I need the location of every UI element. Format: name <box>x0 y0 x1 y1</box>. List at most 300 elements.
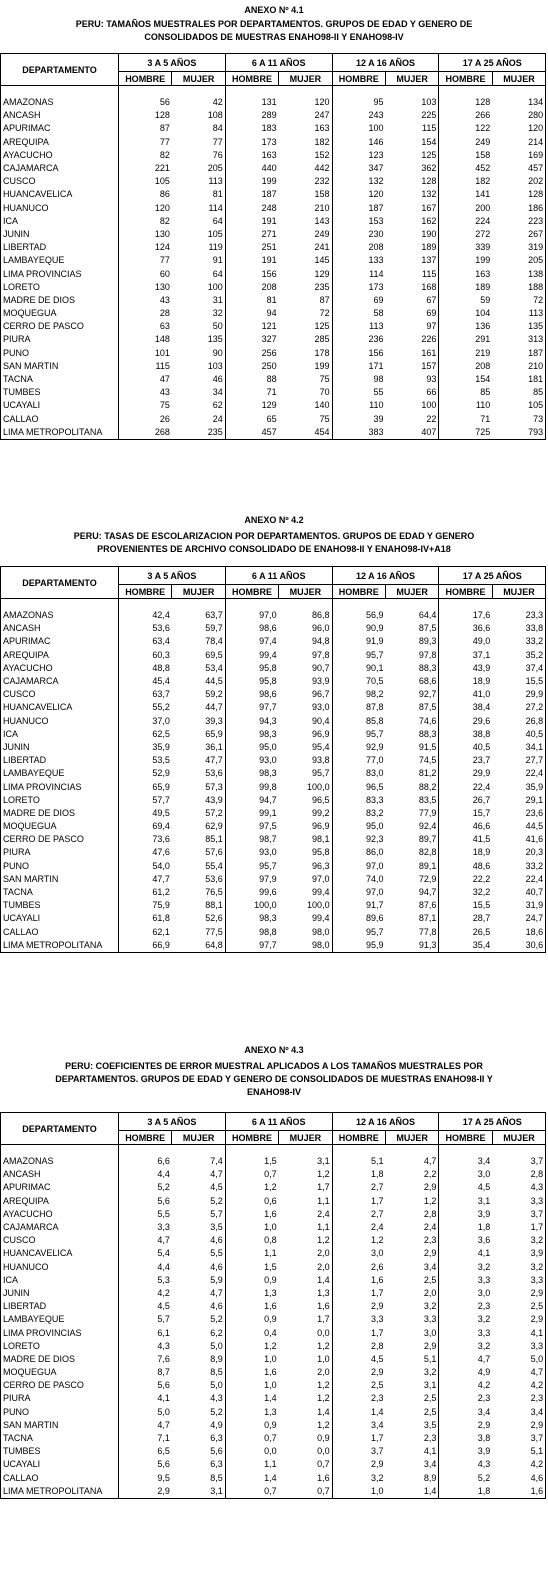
value-cell: 64 <box>172 215 225 228</box>
column-header-departamento: DEPARTAMENTO <box>1 1113 119 1145</box>
value-cell: 31 <box>172 294 225 307</box>
table-row <box>1 649 546 662</box>
table-row <box>1 1485 546 1499</box>
department-cell: LORETO <box>1 794 119 807</box>
value-cell: 186 <box>492 202 545 215</box>
value-cell: 2,3 <box>492 1392 545 1405</box>
value-cell: 8,9 <box>172 1353 225 1366</box>
column-header-mujer: MUJER <box>279 585 332 599</box>
value-cell: 130 <box>154 281 170 292</box>
value-cell: 120 <box>154 202 170 213</box>
value-cell: 77,0 <box>365 755 384 766</box>
value-cell: 5,5 <box>172 1247 225 1260</box>
value-cell: 280 <box>492 109 545 122</box>
value-cell: 2,5 <box>492 1300 545 1313</box>
spacer-cell <box>492 86 545 97</box>
table-row <box>1 1234 546 1247</box>
value-cell: 2,7 <box>370 1182 384 1193</box>
value-cell: 108 <box>172 109 225 122</box>
value-cell: 47,6 <box>152 847 170 858</box>
value-cell: 1,8 <box>439 1485 492 1499</box>
value-cell: 8,5 <box>172 1366 225 1379</box>
column-header-departamento: DEPARTAMENTO <box>1 567 119 599</box>
department-cell: ANCASH <box>1 109 119 122</box>
value-cell: 76,5 <box>172 886 225 899</box>
value-cell: 1,0 <box>264 1222 277 1233</box>
spacer-cell <box>1 599 119 610</box>
value-cell: 95,4 <box>279 741 332 754</box>
value-cell: 1,6 <box>279 1300 332 1313</box>
spacer-cell <box>439 599 492 610</box>
value-cell: 1,4 <box>385 1485 438 1499</box>
value-cell: 5,1 <box>385 1353 438 1366</box>
column-header-mujer: MUJER <box>385 1131 438 1145</box>
value-cell: 98,1 <box>279 833 332 846</box>
value-cell: 125 <box>385 149 438 162</box>
value-cell: 64,8 <box>172 939 225 953</box>
spacer-cell <box>225 599 278 610</box>
value-cell: 90,1 <box>365 662 384 673</box>
value-cell: 249 <box>279 228 332 241</box>
column-header-mujer: MUJER <box>279 1131 332 1145</box>
value-cell: 90,7 <box>279 662 332 675</box>
value-cell: 53,4 <box>172 662 225 675</box>
value-cell: 85 <box>480 387 491 398</box>
value-cell: 251 <box>261 242 277 253</box>
value-cell: 32,2 <box>472 887 491 898</box>
value-cell: 2,0 <box>279 1366 332 1379</box>
value-cell: 226 <box>385 333 438 346</box>
value-cell: 793 <box>492 426 545 440</box>
value-cell: 5,2 <box>157 1182 170 1193</box>
value-cell: 35,9 <box>492 780 545 793</box>
value-cell: 99,4 <box>259 649 277 660</box>
value-cell: 131 <box>261 97 277 108</box>
value-cell: 63,7 <box>152 689 170 700</box>
table-row <box>1 122 546 135</box>
value-cell: 0,0 <box>279 1326 332 1339</box>
value-cell: 8,7 <box>157 1367 170 1378</box>
value-cell: 34 <box>172 386 225 399</box>
value-cell: 43,9 <box>172 794 225 807</box>
value-cell: 113 <box>369 321 384 332</box>
table-row <box>1 426 546 440</box>
value-cell: 5,1 <box>370 1156 384 1167</box>
value-cell: 97,5 <box>259 821 277 832</box>
value-cell: 95,7 <box>365 926 384 937</box>
value-cell: 223 <box>492 215 545 228</box>
value-cell: 163 <box>475 268 491 279</box>
value-cell: 76 <box>172 149 225 162</box>
value-cell: 96,3 <box>279 860 332 873</box>
spacer-cell <box>279 86 332 97</box>
value-cell: 33,8 <box>492 622 545 635</box>
value-cell: 70 <box>279 386 332 399</box>
department-cell: PUNO <box>1 347 119 360</box>
department-cell: MADRE DE DIOS <box>1 1353 119 1366</box>
spacer-cell <box>225 86 278 97</box>
column-header-mujer: MUJER <box>492 72 545 86</box>
department-cell: APURIMAC <box>1 1181 119 1194</box>
value-cell: 4,2 <box>492 1458 545 1471</box>
table-caption <box>0 530 548 556</box>
value-cell: 2,8 <box>385 1208 438 1221</box>
value-cell: 4,6 <box>172 1300 225 1313</box>
value-cell: 3,7 <box>492 1208 545 1221</box>
value-cell: 73,6 <box>152 834 170 845</box>
value-cell: 39 <box>373 413 384 424</box>
value-cell: 92,9 <box>365 741 384 752</box>
value-cell: 1,4 <box>370 1406 384 1417</box>
value-cell: 124 <box>154 242 170 253</box>
department-cell: TUMBES <box>1 1445 119 1458</box>
value-cell: 4,7 <box>157 1235 170 1246</box>
value-cell: 132 <box>368 176 384 187</box>
value-cell: 97,0 <box>279 873 332 886</box>
value-cell: 91,9 <box>365 636 384 647</box>
value-cell: 4,1 <box>477 1248 491 1259</box>
department-cell: MOQUEGUA <box>1 307 119 320</box>
table-row <box>1 820 546 833</box>
value-cell: 57,2 <box>172 807 225 820</box>
table-row <box>1 1366 546 1379</box>
value-cell: 289 <box>261 110 277 121</box>
value-cell: 3,9 <box>477 1208 491 1219</box>
value-cell: 33,2 <box>492 635 545 648</box>
table-row <box>1 926 546 939</box>
department-cell: AMAZONAS <box>1 96 119 109</box>
value-cell: 1,7 <box>492 1221 545 1234</box>
department-cell: LIMA PROVINCIAS <box>1 1326 119 1339</box>
table-row <box>1 175 546 188</box>
value-cell: 81 <box>172 188 225 201</box>
value-cell: 77 <box>159 136 170 147</box>
department-cell: LIMA METROPOLITANA <box>1 939 119 953</box>
department-cell: ICA <box>1 1274 119 1287</box>
table-row <box>1 228 546 241</box>
value-cell: 99,4 <box>279 912 332 925</box>
value-cell: 3,0 <box>370 1248 384 1259</box>
value-cell: 272 <box>475 228 491 239</box>
table-row <box>1 1326 546 1339</box>
value-cell: 4,5 <box>370 1353 384 1364</box>
value-cell: 93 <box>385 373 438 386</box>
value-cell: 1,5 <box>264 1156 277 1167</box>
spacer-cell <box>1 86 119 97</box>
table-row <box>1 1419 546 1432</box>
value-cell: 72,9 <box>385 873 438 886</box>
value-cell: 243 <box>368 110 384 121</box>
department-cell: APURIMAC <box>1 635 119 648</box>
value-cell: 114 <box>172 202 225 215</box>
value-cell: 8,9 <box>385 1472 438 1485</box>
value-cell: 62,1 <box>152 926 170 937</box>
department-cell: LORETO <box>1 281 119 294</box>
value-cell: 66 <box>385 386 438 399</box>
table-row <box>1 188 546 201</box>
table-row <box>1 1458 546 1471</box>
value-cell: 9,5 <box>157 1472 170 1483</box>
value-cell: 2,9 <box>477 1419 491 1430</box>
value-cell: 3,4 <box>492 1406 545 1419</box>
value-cell: 71 <box>266 387 277 398</box>
value-cell: 69,4 <box>152 821 170 832</box>
table-row <box>1 162 546 175</box>
value-cell: 91 <box>172 254 225 267</box>
value-cell: 64,4 <box>385 609 438 622</box>
value-cell: 4,7 <box>172 1287 225 1300</box>
department-cell: LAMBAYEQUE <box>1 767 119 780</box>
value-cell: 5,7 <box>172 1208 225 1221</box>
table-body <box>1 599 546 953</box>
value-cell: 199 <box>475 255 491 266</box>
value-cell: 3,4 <box>477 1156 491 1167</box>
value-cell: 383 <box>332 426 385 440</box>
value-cell: 1,7 <box>279 1181 332 1194</box>
value-cell: 138 <box>492 267 545 280</box>
caption-line: PERU: COEFICIENTES DE ERROR MUESTRAL APLICADOS A LOS TAMAÑOS MUESTRALES POR <box>65 1061 483 1071</box>
value-cell: 55,2 <box>152 702 170 713</box>
column-header-hombre: HOMBRE <box>332 72 385 86</box>
value-cell: 5,0 <box>172 1379 225 1392</box>
value-cell: 57,6 <box>172 846 225 859</box>
value-cell: 61,2 <box>152 887 170 898</box>
value-cell: 72 <box>279 307 332 320</box>
value-cell: 83,0 <box>365 768 384 779</box>
value-cell: 3,4 <box>385 1458 438 1471</box>
department-cell: CERRO DE PASCO <box>1 320 119 333</box>
value-cell: 7,6 <box>157 1353 170 1364</box>
spacer-row <box>1 1145 546 1156</box>
table-row <box>1 1313 546 1326</box>
value-cell: 4,3 <box>492 1181 545 1194</box>
value-cell: 3,2 <box>492 1261 545 1274</box>
value-cell: 3,2 <box>385 1366 438 1379</box>
department-cell: AMAZONAS <box>1 609 119 622</box>
department-cell: CAJAMARCA <box>1 675 119 688</box>
value-cell: 77,8 <box>385 926 438 939</box>
spacer-cell <box>385 86 438 97</box>
value-cell: 57,7 <box>152 794 170 805</box>
value-cell: 99,4 <box>279 886 332 899</box>
value-cell: 78,4 <box>172 635 225 648</box>
department-cell: AMAZONAS <box>1 1155 119 1168</box>
value-cell: 156 <box>368 347 384 358</box>
value-cell: 67 <box>385 294 438 307</box>
value-cell: 224 <box>475 215 491 226</box>
value-cell: 247 <box>279 109 332 122</box>
value-cell: 47 <box>159 374 170 385</box>
value-cell: 1,0 <box>279 1353 332 1366</box>
value-cell: 1,1 <box>264 1248 277 1259</box>
value-cell: 83,2 <box>365 807 384 818</box>
table-row <box>1 860 546 873</box>
value-cell: 1,2 <box>279 1379 332 1392</box>
value-cell: 15,7 <box>472 807 491 818</box>
value-cell: 68,6 <box>385 675 438 688</box>
spacer-cell <box>1 1145 119 1156</box>
table-row <box>1 267 546 280</box>
table-row <box>1 1445 546 1458</box>
value-cell: 42,4 <box>152 610 170 621</box>
value-cell: 39,3 <box>172 715 225 728</box>
value-cell: 95,0 <box>259 741 277 752</box>
value-cell: 17,6 <box>472 610 491 621</box>
value-cell: 4,5 <box>477 1182 491 1193</box>
value-cell: 93,8 <box>279 754 332 767</box>
table-row <box>1 1379 546 1392</box>
value-cell: 95,0 <box>365 821 384 832</box>
column-header-hombre: HOMBRE <box>332 585 385 599</box>
value-cell: 2,9 <box>492 1419 545 1432</box>
value-cell: 3,5 <box>385 1419 438 1432</box>
table-row <box>1 939 546 953</box>
value-cell: 45,4 <box>152 676 170 687</box>
value-cell: 96,9 <box>279 820 332 833</box>
value-cell: 96,7 <box>279 688 332 701</box>
value-cell: 2,9 <box>370 1367 384 1378</box>
department-cell: LIBERTAD <box>1 241 119 254</box>
value-cell: 96,0 <box>279 622 332 635</box>
department-cell: TACNA <box>1 886 119 899</box>
annex-title: ANEXO Nº 4.1 <box>244 5 304 15</box>
department-cell: LIMA PROVINCIAS <box>1 267 119 280</box>
value-cell: 53,6 <box>152 623 170 634</box>
value-cell: 58 <box>373 308 384 319</box>
value-cell: 248 <box>261 202 277 213</box>
table-row <box>1 635 546 648</box>
value-cell: 122 <box>475 123 491 134</box>
value-cell: 2,2 <box>385 1168 438 1181</box>
value-cell: 167 <box>385 202 438 215</box>
value-cell: 52,9 <box>152 768 170 779</box>
value-cell: 69 <box>385 307 438 320</box>
spacer-cell <box>332 86 385 97</box>
value-cell: 135 <box>172 333 225 346</box>
value-cell: 148 <box>154 334 170 345</box>
value-cell: 153 <box>368 215 384 226</box>
value-cell: 235 <box>279 281 332 294</box>
department-cell: CAJAMARCA <box>1 162 119 175</box>
value-cell: 0,9 <box>264 1419 277 1430</box>
value-cell: 440 <box>261 163 277 174</box>
value-cell: 1,0 <box>264 1380 277 1391</box>
spacer-cell <box>119 599 172 610</box>
value-cell: 187 <box>492 347 545 360</box>
value-cell: 129 <box>261 400 277 411</box>
value-cell: 3,3 <box>477 1274 491 1285</box>
value-cell: 99,2 <box>279 807 332 820</box>
value-cell: 48,6 <box>472 860 491 871</box>
column-header-hombre: HOMBRE <box>119 585 172 599</box>
value-cell: 178 <box>279 347 332 360</box>
value-cell: 97 <box>385 320 438 333</box>
value-cell: 146 <box>368 136 384 147</box>
value-cell: 208 <box>475 360 491 371</box>
value-cell: 2,7 <box>370 1208 384 1219</box>
value-cell: 22,4 <box>492 873 545 886</box>
value-cell: 87 <box>159 123 170 134</box>
value-cell: 189 <box>475 281 491 292</box>
value-cell: 7,4 <box>172 1155 225 1168</box>
value-cell: 105 <box>154 176 170 187</box>
value-cell: 0,7 <box>279 1458 332 1471</box>
spacer-cell <box>385 1145 438 1156</box>
value-cell: 0,9 <box>264 1314 277 1325</box>
value-cell: 88 <box>266 374 277 385</box>
department-cell: LIMA METROPOLITANA <box>1 1485 119 1499</box>
table-row <box>1 96 546 109</box>
value-cell: 36,1 <box>172 741 225 754</box>
value-cell: 89,1 <box>385 860 438 873</box>
value-cell: 128 <box>385 175 438 188</box>
value-cell: 442 <box>279 162 332 175</box>
column-header-mujer: MUJER <box>172 1131 225 1145</box>
value-cell: 2,9 <box>385 1181 438 1194</box>
value-cell: 23,6 <box>492 807 545 820</box>
value-cell: 135 <box>492 320 545 333</box>
value-cell: 93,9 <box>279 675 332 688</box>
value-cell: 3,2 <box>477 1340 491 1351</box>
value-cell: 0,0 <box>279 1445 332 1458</box>
value-cell: 266 <box>475 110 491 121</box>
value-cell: 85,1 <box>172 833 225 846</box>
value-cell: 94,7 <box>385 886 438 899</box>
department-cell: UCAYALI <box>1 1458 119 1471</box>
value-cell: 3,7 <box>370 1446 384 1457</box>
value-cell: 2,5 <box>370 1380 384 1391</box>
value-cell: 4,3 <box>477 1459 491 1470</box>
value-cell: 1,6 <box>264 1301 277 1312</box>
value-cell: 2,9 <box>492 1313 545 1326</box>
value-cell: 3,4 <box>370 1419 384 1430</box>
value-cell: 2,6 <box>370 1261 384 1272</box>
department-cell: CERRO DE PASCO <box>1 1379 119 1392</box>
table-row <box>1 1287 546 1300</box>
column-header-mujer: MUJER <box>385 585 438 599</box>
department-cell: CUSCO <box>1 175 119 188</box>
department-cell: UCAYALI <box>1 399 119 412</box>
value-cell: 18,9 <box>472 847 491 858</box>
table-row <box>1 833 546 846</box>
value-cell: 3,1 <box>172 1485 225 1499</box>
column-group-header: 12 A 16 AÑOS <box>332 54 439 72</box>
value-cell: 95,7 <box>279 767 332 780</box>
value-cell: 191 <box>261 215 277 226</box>
value-cell: 86 <box>159 189 170 200</box>
department-cell: MOQUEGUA <box>1 820 119 833</box>
value-cell: 4,7 <box>157 1419 170 1430</box>
value-cell: 93,0 <box>259 847 277 858</box>
value-cell: 1,2 <box>279 1392 332 1405</box>
value-cell: 156 <box>261 268 277 279</box>
column-group-header: 6 A 11 AÑOS <box>225 567 332 585</box>
value-cell: 4,1 <box>385 1445 438 1458</box>
value-cell: 53,6 <box>172 767 225 780</box>
value-cell: 2,4 <box>279 1208 332 1221</box>
value-cell: 52,6 <box>172 912 225 925</box>
table-row <box>1 1392 546 1405</box>
department-cell: HUANCAVELICA <box>1 188 119 201</box>
value-cell: 83,5 <box>385 794 438 807</box>
table-row <box>1 688 546 701</box>
department-cell: MOQUEGUA <box>1 1366 119 1379</box>
value-cell: 97,7 <box>225 939 278 953</box>
value-cell: 29,9 <box>472 768 491 779</box>
value-cell: 82 <box>159 149 170 160</box>
value-cell: 250 <box>261 360 277 371</box>
department-cell: TACNA <box>1 373 119 386</box>
